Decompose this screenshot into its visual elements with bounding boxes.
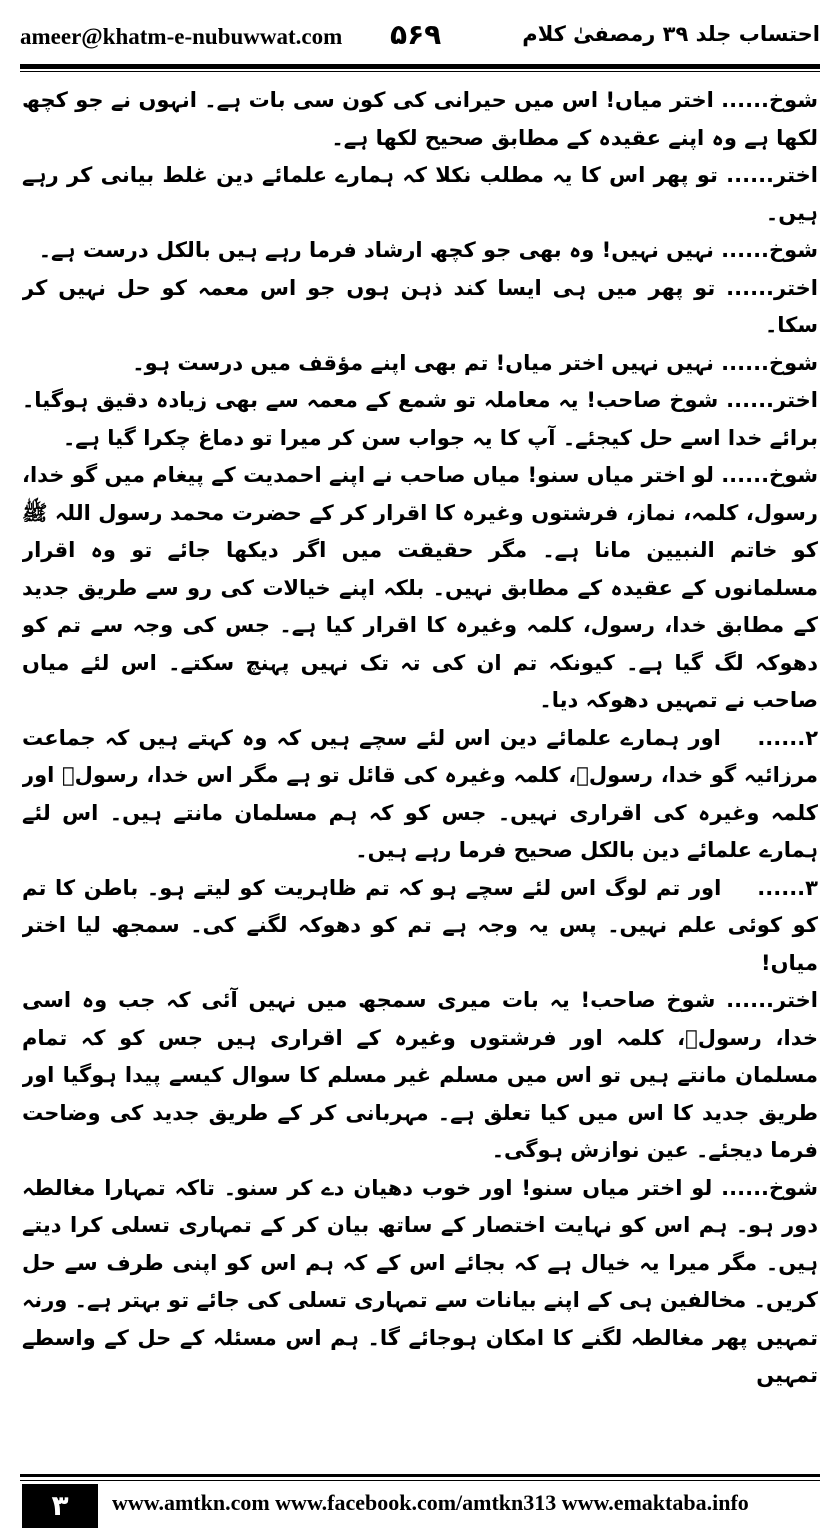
dialogue-paragraph — [22, 157, 818, 232]
footer-rule-thin — [20, 1480, 820, 1481]
header-rule-thin — [20, 71, 820, 72]
numbered-paragraph — [22, 720, 818, 870]
speaker-label: شوخ...... — [721, 350, 818, 375]
header-page-number: ۵۶۹ — [390, 18, 442, 51]
item-number: ۲...... — [757, 725, 818, 750]
speaker-label: اختر...... — [726, 988, 818, 1012]
dialogue-paragraph — [22, 1170, 818, 1395]
speaker-label: شوخ...... — [721, 238, 818, 262]
page-header — [20, 18, 820, 60]
speaker-label: شوخ...... — [721, 1175, 818, 1200]
paragraph-text: شوخ صاحب! یہ معاملہ تو شمع کے معمہ سے بھی زیادہ دقیق ہوگیا۔ برائے خدا اسے حل کیجئے۔ آپ کا یہ جواب سن کر میرا تو دماغ چکرا گیا ہے۔ — [22, 388, 818, 450]
speaker-label: اختر...... — [726, 275, 818, 300]
dialogue-paragraph — [22, 82, 818, 157]
speaker-label: شوخ...... — [721, 463, 818, 487]
header-book-title: احتساب جلد ۳۹ رمصفیٰ کلام — [522, 22, 820, 46]
dialogue-body — [22, 82, 818, 1452]
dialogue-paragraph — [22, 982, 818, 1170]
item-number: ۳...... — [757, 875, 818, 900]
numbered-paragraph — [22, 870, 818, 983]
speaker-label: اختر...... — [726, 163, 818, 187]
footer-page-number: ۳ — [22, 1484, 98, 1528]
paragraph-text: تو پھر اس کا یہ مطلب نکلا کہ ہمارے علمائے دین غلط بیانی کر رہے ہیں۔ — [22, 163, 818, 225]
footer-rule-thick — [20, 1474, 820, 1477]
paragraph-text: نہیں نہیں اختر میاں! تم بھی اپنے مؤقف میں درست ہو۔ — [132, 350, 714, 375]
speaker-label: شوخ...... — [721, 88, 818, 112]
paragraph-text: شوخ صاحب! یہ بات میری سمجھ میں نہیں آئی کہ جب وہ اسی خدا، رسولؐ، کلمہ اور فرشتوں وغیرہ کے اقراری ہیں جس کو کہ تمام مسلمان مانتے ہیں تو اس میں مسلم غیر مسلم کا سوال کیسے پیدا ہوگیا اور طریق جدید کا اس میں کیا تعلق ہے۔ مہربانی کر کے طریق جدید کی وضاحت فرما دیجئے۔ عین نوازش ہوگی۔ — [22, 988, 818, 1162]
dialogue-paragraph — [22, 270, 818, 345]
paragraph-text: نہیں نہیں! وہ بھی جو کچھ ارشاد فرما رہے ہیں بالکل درست ہے۔ — [38, 238, 714, 262]
paragraph-text: لو اختر میاں سنو! میاں صاحب نے اپنے احمدیت کے پیغام میں گو خدا، رسول، کلمہ، نماز، فرشتوں وغیرہ کا اقرار کر کے حضرت محمد رسول اللہ ﷺ کو خاتم النبیین مانا ہے۔ مگر حقیقت میں اگر دیکھا جائے تو وہ اقرار مسلمانوں کے عقیدہ کے مطابق نہیں۔ بلکہ اپنے خیالات کی رو سے طریق جدید کے مطابق خدا، رسول، کلمہ وغیرہ کا اقرار کیا ہے۔ جس کی وجہ سے تم کو دھوکہ لگ گیا ہے۔ کیونکہ تم ان کی تہ تک نہیں پہنچ سکتے۔ اس لئے میاں صاحب نے تمہیں دھوکہ دیا۔ — [22, 463, 818, 712]
speaker-label: اختر...... — [726, 388, 818, 412]
dialogue-paragraph — [22, 382, 818, 457]
paragraph-text: اور تم لوگ اس لئے سچے ہو کہ تم ظاہریت کو لیتے ہو۔ باطن کا تم کو کوئی علم نہیں۔ پس یہ وجہ ہے تم کو دھوکہ لگنے کی۔ سمجھ لیا اختر میاں! — [22, 875, 818, 975]
dialogue-paragraph — [22, 457, 818, 720]
page-footer — [0, 1470, 840, 1540]
paragraph-text: لو اختر میاں سنو! اور خوب دھیان دے کر سنو۔ تاکہ تمہارا مغالطہ دور ہو۔ ہم اس کو نہایت اختصار کے ساتھ بیان کر کے تمہاری تسلی کرا دیتے ہیں۔ مگر میرا یہ خیال ہے کہ بجائے اس کے کہ ہم اس کو اپنی طرف سے حل کریں۔ مخالفین ہی کے اپنے بیانات سے تمہاری تسلی کی جائے تو بہتر ہے۔ ورنہ تمہیں پھر مغالطہ لگنے کا امکان ہوجائے گا۔ ہم اس مسئلہ کے حل کے واسطے تمہیں — [22, 1175, 818, 1387]
header-rule-thick — [20, 64, 820, 69]
footer-website-links: www.amtkn.com www.facebook.com/amtkn313 www.emaktaba.info — [112, 1490, 749, 1515]
header-email: ameer@khatm-e-nubuwwat.com — [20, 24, 343, 49]
dialogue-paragraph — [22, 345, 818, 383]
paragraph-text: اختر میاں! اس میں حیرانی کی کون سی بات ہے۔ انہوں نے جو کچھ لکھا ہے وہ اپنے عقیدہ کے مطابق صحیح لکھا ہے۔ — [22, 88, 818, 150]
paragraph-text: تو پھر میں ہی ایسا کند ذہن ہوں جو اس معمہ کو حل نہیں کر سکا۔ — [22, 275, 818, 337]
paragraph-text: اور ہمارے علمائے دین اس لئے سچے ہیں کہ وہ کہتے ہیں کہ جماعت مرزائیہ گو خدا، رسولؐ، کلمہ وغیرہ کی قائل تو ہے مگر اس خدا، رسولؐ اور کلمہ وغیرہ کی اقراری نہیں۔ جس کو کہ ہم مسلمان مانتے ہیں۔ اس لئے ہمارے علمائے دین بالکل صحیح فرما رہے ہیں۔ — [22, 725, 818, 862]
dialogue-paragraph — [22, 232, 818, 270]
